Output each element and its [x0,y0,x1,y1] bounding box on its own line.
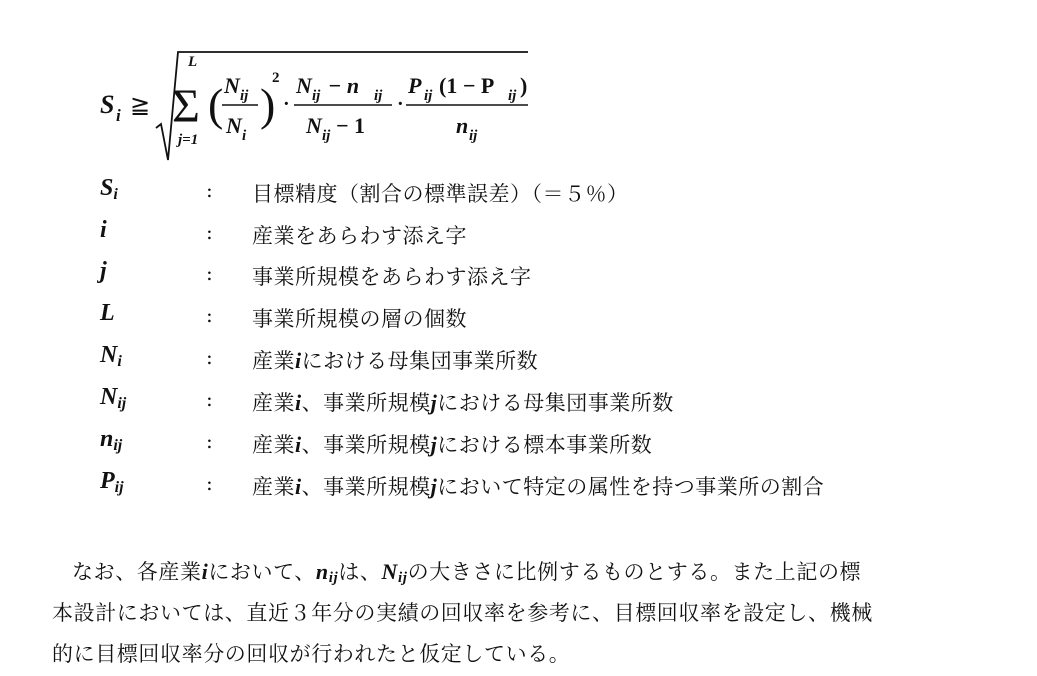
svg-text:ij: ij [424,88,433,104]
svg-text:·: · [397,93,404,115]
frac3-num: P [408,73,422,98]
exponent: 2 [272,70,280,86]
definition-row: i : 産業をあらわす添え字 [100,217,467,248]
right-paren: ) [260,79,276,130]
sum-upper: L [188,54,198,70]
frac2-num: N [296,73,312,98]
svg-text:ij: ij [374,88,383,104]
svg-text:): ) [520,73,528,98]
sum-lower: j=1 [178,132,199,148]
svg-text:ij: ij [469,128,478,144]
paragraph-line: 的に目標回収率分の回収が行われたと仮定している。 [52,642,571,666]
definition-row: $n_{ij}$ : 産業i、事業所規模jにおける標本事業所数 [100,426,653,457]
svg-text:− n: − n [328,73,360,98]
svg-text:ij: ij [240,88,249,104]
definition-row: $N_i$ : 産業iにおける母集団事業所数 [100,342,539,373]
formula-lhs: S [100,90,115,119]
frac1-den: N [226,113,242,138]
definition-row: j : 事業所規模をあらわす添え字 [100,258,532,289]
sigma-symbol: Σ [172,80,200,133]
svg-text:·: · [283,93,290,115]
formula-lhs-sub: i [116,106,121,125]
svg-text:ij: ij [312,88,321,104]
definition-row: $S_i$ : 目標精度（割合の標準誤差）（＝５％） [100,175,629,206]
paragraph-line: 本設計においては、直近３年分の実績の回収率を参考に、目標回収率を設定し、機械 [52,601,873,625]
definition-row: L : 事業所規模の層の個数 [100,300,467,331]
frac1-num: N [224,73,240,98]
definition-row: $N_{ij}$ : 産業i、事業所規模jにおける母集団事業所数 [100,384,674,415]
svg-text:ij: ij [508,88,517,104]
svg-text:i: i [242,128,247,144]
svg-text:ij: ij [322,128,331,144]
paragraph-line: なお、各産業iにおいて、$n_{ij}$は、$N_{ij}$の大きさに比例するものとする。また上記の標 [72,559,862,586]
svg-text:(1 − P: (1 − P [439,73,495,98]
definition-row: $P_{ij}$ : 産業i、事業所規模jにおいて特定の属性を持つ事業所の割合 [100,468,825,499]
sample-size-formula [0,0,560,170]
svg-text:− 1: − 1 [336,113,366,138]
frac2-den: N [306,113,322,138]
left-paren: ( [208,79,224,130]
formula-relation: ≧ [130,93,151,119]
frac3-den: n [456,113,469,138]
